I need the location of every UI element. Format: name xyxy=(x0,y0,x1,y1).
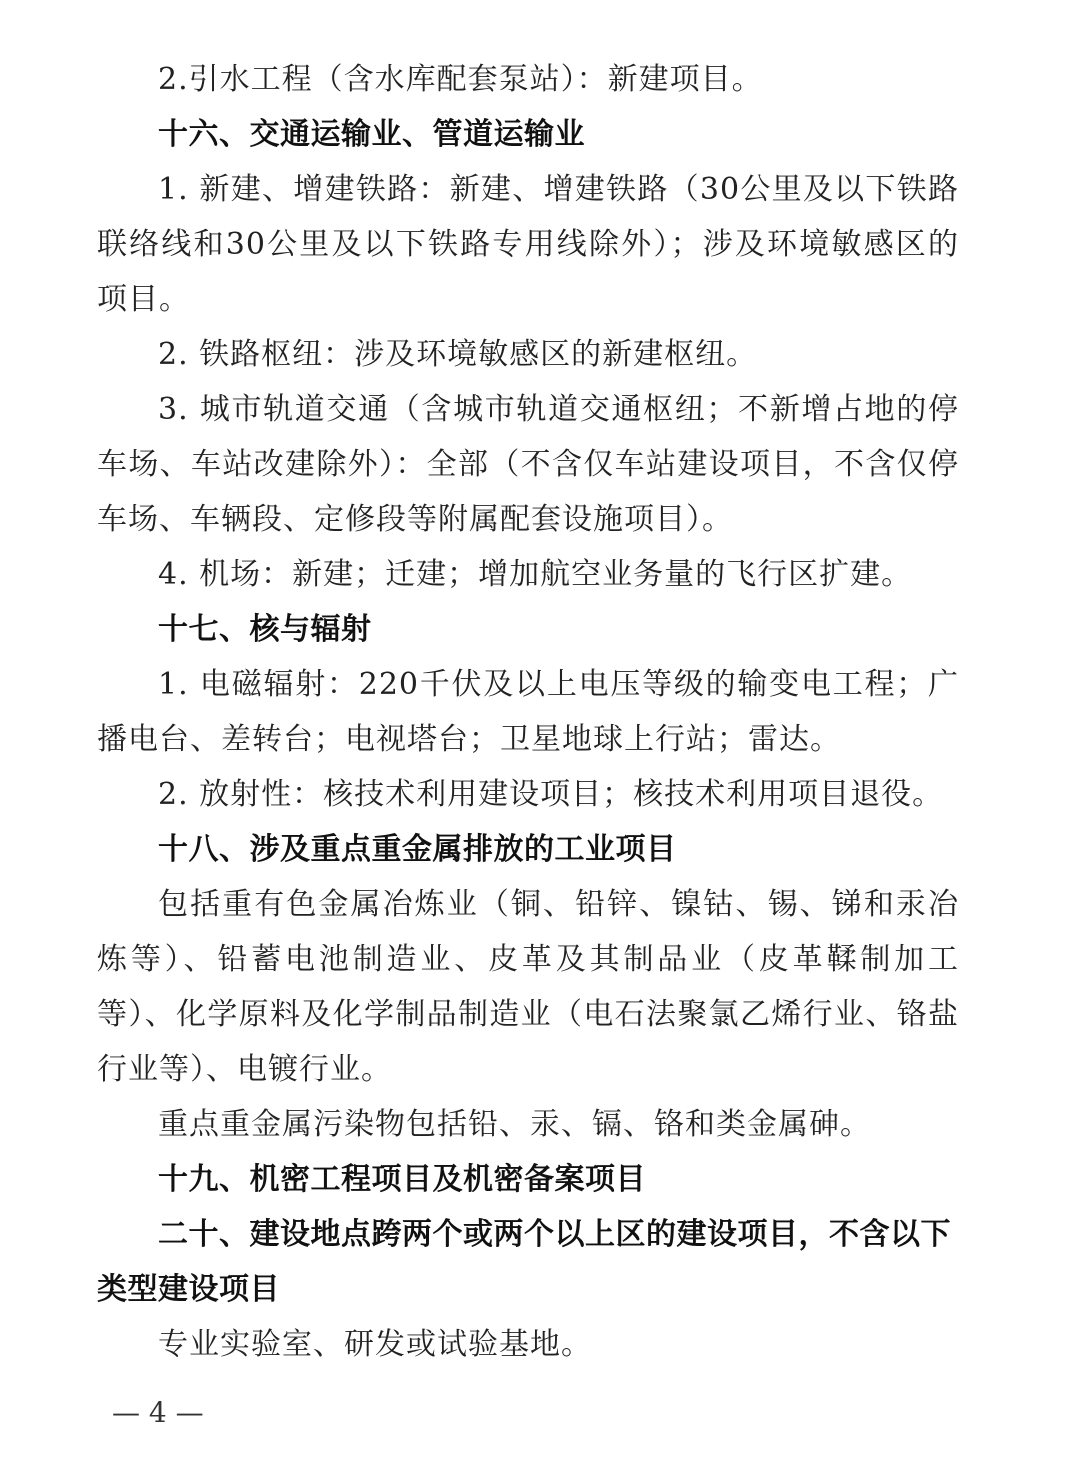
page-number: — 4 — xyxy=(112,1396,204,1429)
paragraph-railway-hub: 2. 铁路枢纽：涉及环境敏感区的新建枢纽。 xyxy=(158,337,758,372)
paragraph-airport: 4. 机场：新建；迁建；增加航空业务量的飞行区扩建。 xyxy=(158,557,913,592)
paragraph-heavy-metal-industries: 包括重有色金属冶炼业（铜、铅锌、镍钴、锡、锑和汞冶炼等）、铅蓄电池制造业、皮革及其制品业（皮革鞣制加工等）、化学原料及化学制品制造业（电石法聚氯乙烯行业、铬盐行业等）、电镀行业。 xyxy=(97,887,959,1087)
heading-section-19: 十九、机密工程项目及机密备案项目 xyxy=(158,1162,646,1197)
document-body xyxy=(97,52,959,1372)
paragraph-railway: 1. 新建、增建铁路：新建、增建铁路（30公里及以下铁路联络线和30公里及以下铁路专用线除外）；涉及环境敏感区的项目。 xyxy=(97,172,959,317)
heading-section-20: 二十、建设地点跨两个或两个以上区的建设项目，不含以下类型建设项目 xyxy=(97,1217,951,1307)
paragraph-urban-rail: 3. 城市轨道交通（含城市轨道交通枢纽；不新增占地的停车场、车站改建除外）：全部（不含仅车站建设项目，不含仅停车场、车辆段、定修段等附属配套设施项目）。 xyxy=(97,392,959,537)
paragraph-radioactive: 2. 放射性：核技术利用建设项目；核技术利用项目退役。 xyxy=(158,777,944,812)
heading-section-17: 十七、核与辐射 xyxy=(158,612,372,647)
heading-section-18: 十八、涉及重点重金属排放的工业项目 xyxy=(158,832,677,867)
paragraph-electromagnetic: 1. 电磁辐射：220千伏及以上电压等级的输变电工程；广播电台、差转台；电视塔台；卫星地球上行站；雷达。 xyxy=(97,667,959,757)
paragraph-water-diversion: 2.引水工程（含水库配套泵站）：新建项目。 xyxy=(158,62,763,97)
paragraph-heavy-metal-pollutants: 重点重金属污染物包括铅、汞、镉、铬和类金属砷。 xyxy=(158,1107,871,1142)
paragraph-laboratories: 专业实验室、研发或试验基地。 xyxy=(158,1327,592,1362)
heading-section-16: 十六、交通运输业、管道运输业 xyxy=(158,117,585,152)
